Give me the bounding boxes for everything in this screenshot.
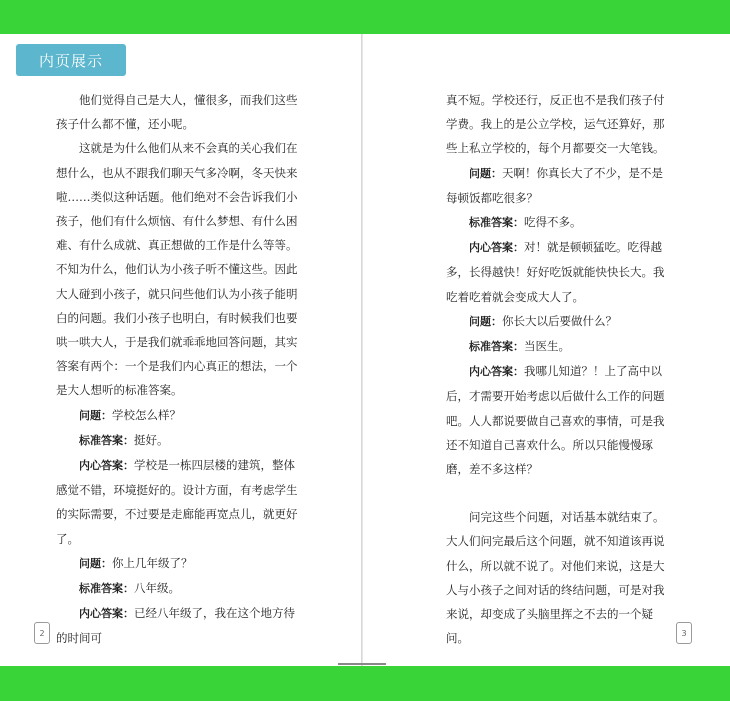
bottom-banner — [0, 666, 730, 701]
qa-line: 内心答案：我哪儿知道？！上了高中以后，才需要开始考虑以后做什么工作的问题吧。人人都说要做自己喜欢的事情，可是我还不知道自己喜欢什么。所以只能慢慢琢磨，差不多这样？ — [446, 364, 665, 477]
paragraph: 真不短。学校还行，反正也不是我们孩子付学费。我上的是公立学校，运气还算好，那些上私立学校的，每个月都要交一大笔钱。 — [446, 93, 665, 156]
qa-label: 问题： — [469, 314, 502, 328]
paragraph: 问完这些个问题，对话基本就结束了。大人们问完最后这个问题，就不知道该再说什么，所以就不说了。对他们来说，这是大人与小孩子之间对话的终结问题，可是对我来说，却变成了头脑里挥之不去的一个疑问。 — [446, 510, 665, 646]
qa-line: 标准答案：当医生。 — [469, 339, 570, 354]
left-page — [0, 34, 361, 666]
spine-mark — [338, 663, 386, 665]
left-page-text — [56, 88, 306, 651]
paragraph: 这就是为什么他们从来不会真的关心我们在想什么，也从不跟我们聊天气多冷啊，冬天快来啦……类似这种话题。他们绝对不会告诉我们小孩子，他们有什么烦恼、有什么梦想、有什么困难、有什么成就、真正想做的工作是什么等等。不知为什么，他们认为小孩子听不懂这些。因此大人碰到小孩子，就只问些他们认为小孩子能明白的问题。我们小孩子也明白，有时候我们也要哄一哄大人，于是我们就乖乖地回答问题，其实答案有两个：一个是我们内心真正的想法，一个是大人想听的标准答案。 — [56, 141, 298, 398]
qa-line: 标准答案：挺好。 — [79, 432, 169, 447]
qa-label: 标准答案： — [469, 216, 524, 230]
qa-line: 内心答案：学校是一栋四层楼的建筑，整体感觉不错，环境挺好的。设计方面，有考虑学生的实际需要，不过要是走廊能再宽点儿，就更好了。 — [56, 458, 298, 546]
right-page-text — [446, 88, 672, 650]
qa-line: 标准答案：吃得不多。 — [469, 215, 582, 230]
qa-label: 内心答案： — [469, 241, 524, 255]
qa-line: 问题：学校怎么样？ — [79, 407, 181, 422]
qa-line: 内心答案：已经八年级了，我在这个地方待的时间可 — [56, 606, 295, 646]
qa-line: 问题：你上几年级了？ — [79, 555, 193, 570]
qa-line: 问题：你长大以后要做什么？ — [469, 313, 617, 328]
top-banner — [0, 0, 730, 34]
qa-label: 内心答案： — [469, 365, 524, 379]
qa-line: 内心答案：对！就是顿顿猛吃。吃得越多，长得越快！好好吃饭就能快快长大。我吃着吃着就会变成大人了。 — [446, 240, 665, 304]
qa-line: 问题：天啊！你真长大了不少，是不是每顿饭都吃很多？ — [446, 165, 663, 205]
section-tag: 内页展示 — [16, 44, 126, 76]
qa-label: 标准答案： — [79, 433, 134, 447]
right-page — [364, 34, 730, 666]
qa-label: 问题： — [79, 556, 112, 570]
qa-label: 标准答案： — [469, 340, 524, 354]
qa-label: 问题： — [79, 408, 112, 422]
page-number: 3 — [676, 622, 692, 644]
qa-label: 标准答案： — [79, 582, 134, 596]
book-spread — [0, 34, 730, 666]
paragraph: 他们觉得自己是大人，懂很多，而我们这些孩子什么都不懂，还小呢。 — [56, 93, 298, 132]
qa-label: 内心答案： — [79, 607, 134, 621]
qa-label: 问题： — [469, 166, 502, 180]
qa-line: 标准答案：八年级。 — [79, 581, 180, 596]
qa-label: 内心答案： — [79, 459, 134, 473]
page-number: 2 — [34, 622, 50, 644]
book-gutter — [361, 34, 363, 666]
